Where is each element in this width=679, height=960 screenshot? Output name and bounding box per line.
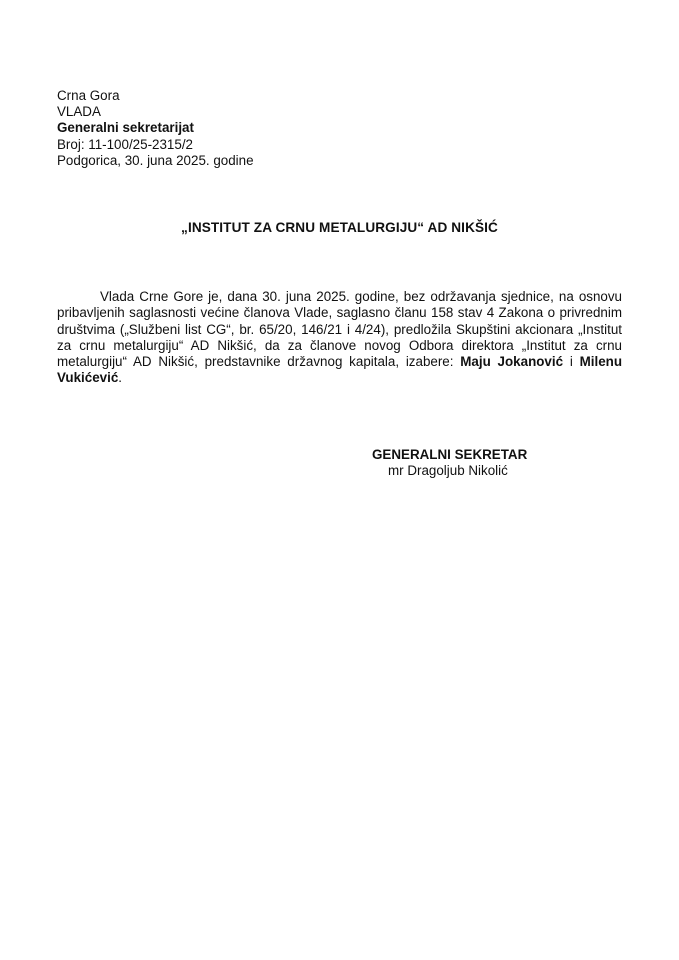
signature-name: mr Dragoljub Nikolić xyxy=(388,463,508,479)
body-text-main: Vlada Crne Gore je, dana 30. juna 2025. godine, bez održavanja sjednice, na osnovu pribavljenih saglasnosti većine članova Vlade, saglasno članu 158 stav 4 Zakona o privrednim društvima („Službeni list CG“, br. 65/20, 146/21 i 4/24), predložila Skupštini akcionara „Institut za crnu metalurgiju“ AD Nikšić, da za članove novog Odbora direktora „Institut za crnu metalurgiju“ AD Nikšić, predstavnike državnog kapitala, izabere: xyxy=(57,289,622,370)
document-title: „INSTITUT ZA CRNU METALURGIJU“ AD NIKŠIĆ xyxy=(181,220,498,235)
document-body xyxy=(57,289,622,387)
body-ending: . xyxy=(118,370,123,386)
document-header xyxy=(57,88,254,169)
header-institution: VLADA xyxy=(57,104,101,120)
header-reference-number: Broj: 11-100/25-2315/2 xyxy=(57,136,193,152)
header-country: Crna Gora xyxy=(57,88,120,103)
header-department: Generalni sekretarijat xyxy=(57,120,194,136)
body-conjunction: i xyxy=(563,354,580,370)
header-place-date: Podgorica, 30. juna 2025. godine xyxy=(57,152,254,168)
signature-title: GENERALNI SEKRETAR xyxy=(372,447,528,462)
body-name-1: Maju Jokanović xyxy=(460,354,564,370)
signature-block xyxy=(372,447,527,479)
body-name-2: Milenu Vukićević xyxy=(57,354,622,386)
